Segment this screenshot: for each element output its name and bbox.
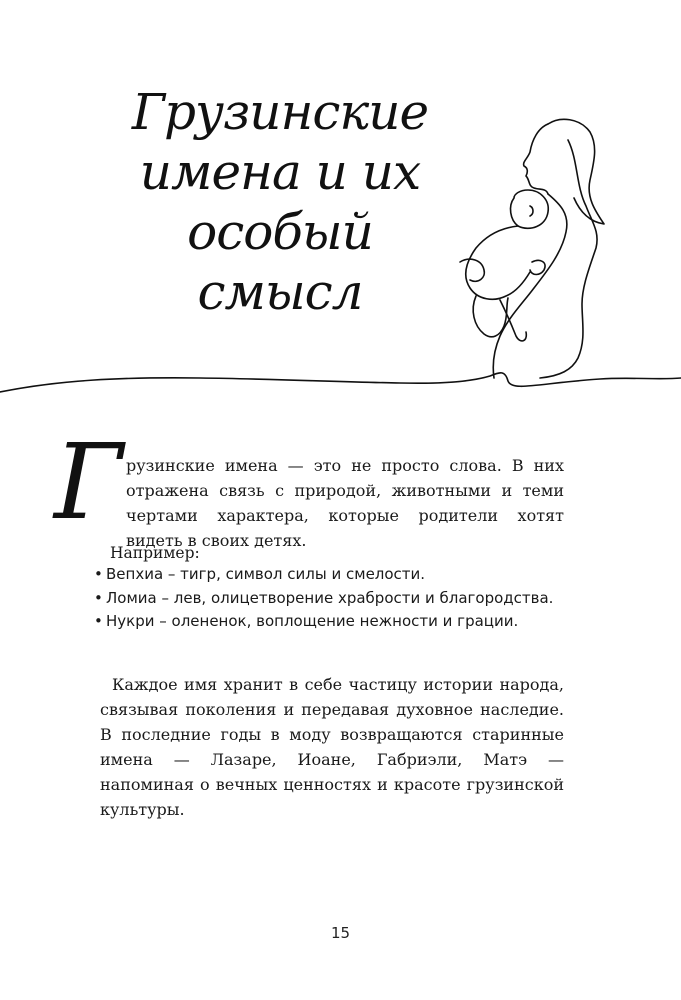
baby-head [511,190,549,228]
mother-fingers [530,260,545,274]
chapter-title-line-2: имена и их [139,143,421,201]
drop-cap: Г [54,421,123,543]
page-number: 15 [330,924,351,942]
closing-paragraph: Каждое имя хранит в себе частицу истории народа, связывая поколения и передавая духовное наследие. В последние годы в моду возвращаются старинные имена — Лазаре, Иоане, Габриэли, Матэ — напоминая о вечных ценностях и красоте грузинской культуры. [100,675,564,819]
intro-paragraph: рузинские имена — это не просто слова. В них отражена связь с природой, животными и теми чертами характера, которые родители хотят видеть в своих детях. [126,456,564,550]
mother-hand [460,259,484,281]
chapter-title-line-3: особый смысл [187,203,373,321]
baby-ear [530,206,533,216]
examples-label: Например: [110,544,200,562]
baby-foot [500,300,526,341]
baby-body [466,226,530,299]
list-item: • Нукри – олененок, воплощение нежности и грации. [94,610,564,634]
baseline-wave [0,373,681,392]
mother-front [493,194,567,378]
mother-back [540,140,597,378]
mother-face [524,124,548,194]
examples-list [94,563,564,634]
chapter-title-line-1: Грузинские [131,83,429,141]
list-item: • Ломиа – лев, олицетворение храбрости и благородства. [94,587,564,611]
mother-holding-baby-line-art-icon [0,0,681,420]
list-item: • Вепхиа – тигр, символ силы и смелости. [94,563,564,587]
